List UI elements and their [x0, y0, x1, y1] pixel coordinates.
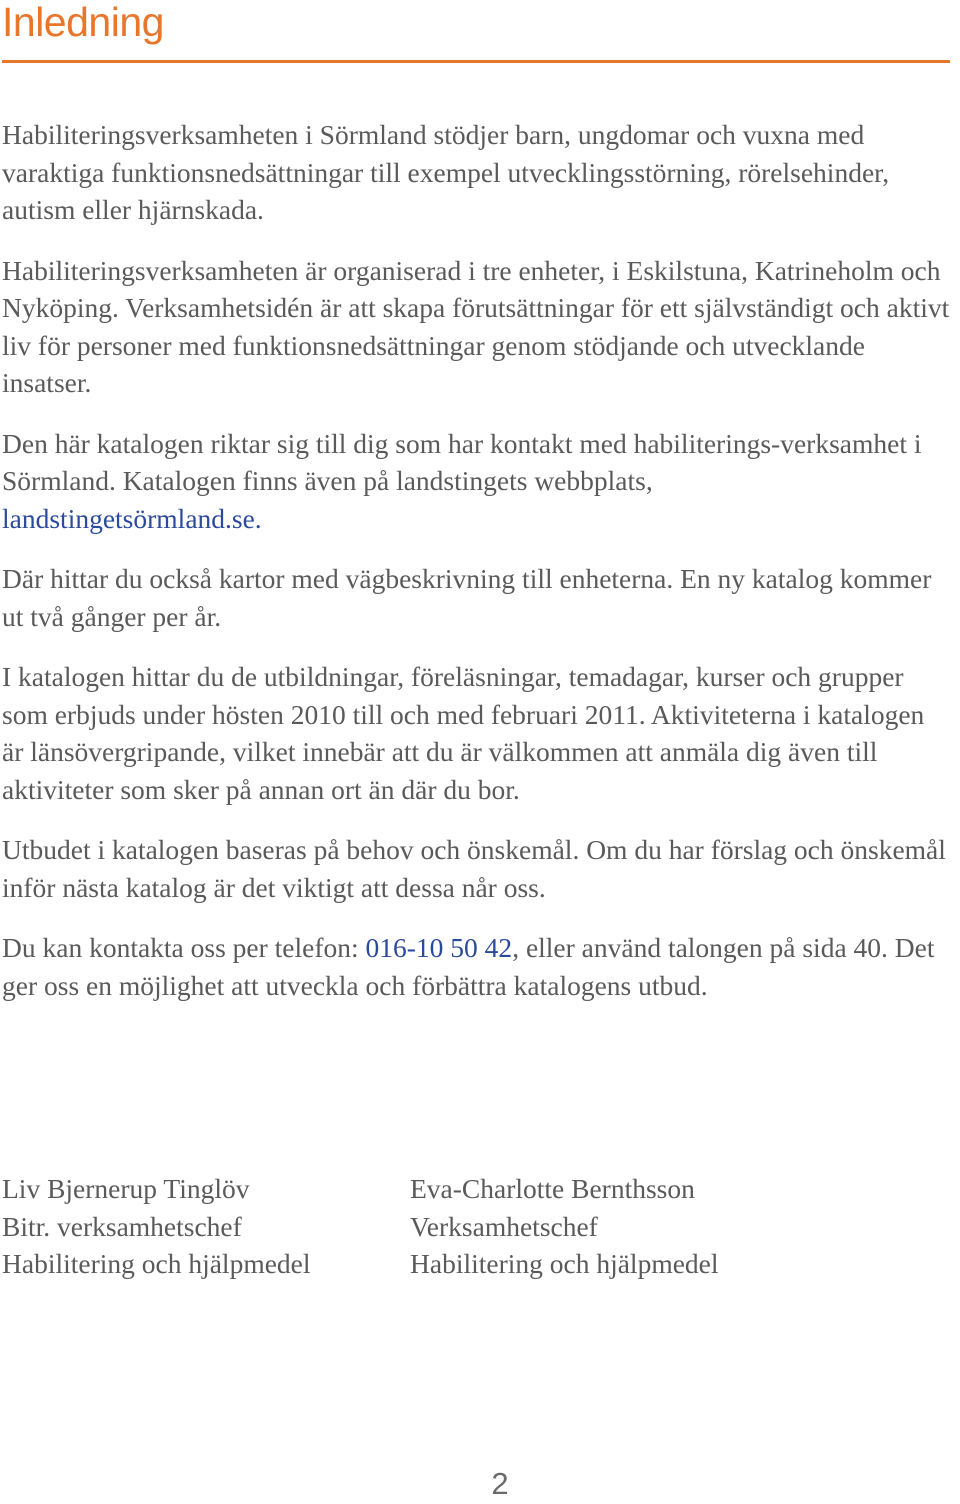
title-divider — [2, 60, 950, 63]
contact-text-after: , eller använd talongen på sida 40. Det ger oss en möjlighet att utveckla och förbättra katalogens utbud. — [2, 932, 935, 1001]
page-number: 2 — [491, 1466, 509, 1501]
signature-name: Eva-Charlotte Bernthsson — [410, 1173, 695, 1204]
paragraph-intro: Habiliteringsverksamheten i Sörmland stödjer barn, ungdomar och vuxna med varaktiga funktionsnedsättningar till exempel utvecklingsstörning, rörelsehinder, autism eller hjärnskada. — [2, 119, 890, 225]
paragraph-maps: Där hittar du också kartor med vägbeskrivning till enheterna. En ny katalog kommer ut två gånger per år. — [2, 563, 932, 632]
paragraph-catalogue-text: Den här katalogen riktar sig till dig som har kontakt med habiliterings-verksamhet i Sörmland. Katalogen finns även på landstingets webbplats, — [2, 427, 922, 496]
body-text — [2, 116, 950, 1027]
paragraph-feedback: Utbudet i katalogen baseras på behov och önskemål. Om du har förslag och önskemål inför nästa katalog är det viktigt att dessa når oss. — [2, 834, 946, 903]
page-title: Inledning — [2, 0, 164, 45]
paragraph-contact — [2, 929, 950, 1004]
signature-unit: Habilitering och hjälpmedel — [410, 1248, 719, 1279]
signature-title: Verksamhetschef — [410, 1210, 598, 1242]
signature-title: Bitr. verksamhetschef — [2, 1210, 242, 1242]
paragraph-catalogue — [2, 425, 950, 538]
signature-deputy-head — [2, 1170, 311, 1283]
contact-text-before: Du kan kontakta oss per telefon: — [2, 932, 366, 963]
paragraph-activities: I katalogen hittar du de utbildningar, föreläsningar, temadagar, kurser och grupper som erbjuds under hösten 2010 till och med februari 2011. Aktiviteterna i katalogen är länsövergripande, vilket innebär att du är välkommen att anmäla dig även till aktiviteter som sker på annan ort än där du bor. — [2, 661, 925, 805]
signature-unit: Habilitering och hjälpmedel — [2, 1248, 311, 1279]
website-link[interactable]: landstingetsörmland.se. — [2, 502, 262, 534]
signature-head — [410, 1170, 719, 1283]
signature-name: Liv Bjernerup Tinglöv — [2, 1173, 250, 1204]
paragraph-organisation: Habiliteringsverksamheten är organiserad i tre enheter, i Eskilstuna, Katrineholm och Nyköping. Verksamhetsidén är att skapa förutsättningar för ett självständigt och aktivt liv för personer med funktionsnedsättningar genom stödjande och utvecklande insatser. — [2, 254, 950, 398]
phone-number[interactable]: 016-10 50 42 — [365, 932, 513, 963]
